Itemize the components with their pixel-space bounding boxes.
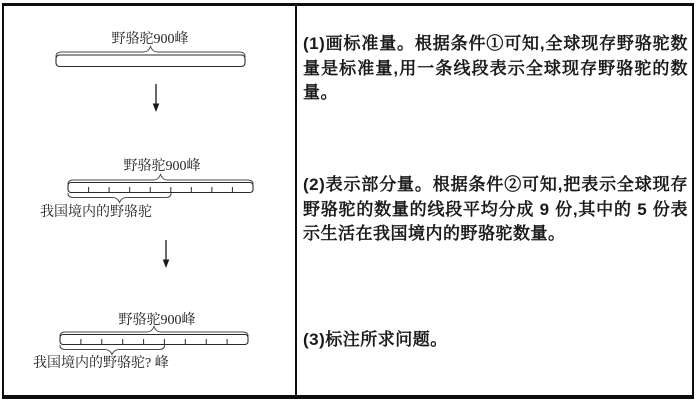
diagram-3-top-label: 野骆驼900峰	[118, 313, 196, 328]
diagram-1-top-label: 野骆驼900峰	[111, 32, 189, 47]
step-2-text: (2)表示部分量。根据条件②可知,把表示全球现存野骆驼的数量的线段平均分成 9 份,其中的 5 份表示生活在我国境内的野骆驼数量。	[303, 175, 688, 243]
step-1-text: (1)画标准量。根据条件①可知,全球现存野骆驼数量是标准量,用一条线段表示全球现存野骆驼的数量。	[303, 34, 688, 102]
column-divider	[295, 4, 297, 398]
step-3-text: (3)标注所求问题。	[303, 330, 448, 349]
diagram-2-bottom-label: 我国境内的野骆驼	[40, 205, 152, 220]
diagram-3-bottom-label: 我国境内的野骆驼? 峰	[33, 356, 169, 371]
diagram-2-top-label: 野骆驼900峰	[123, 159, 201, 174]
